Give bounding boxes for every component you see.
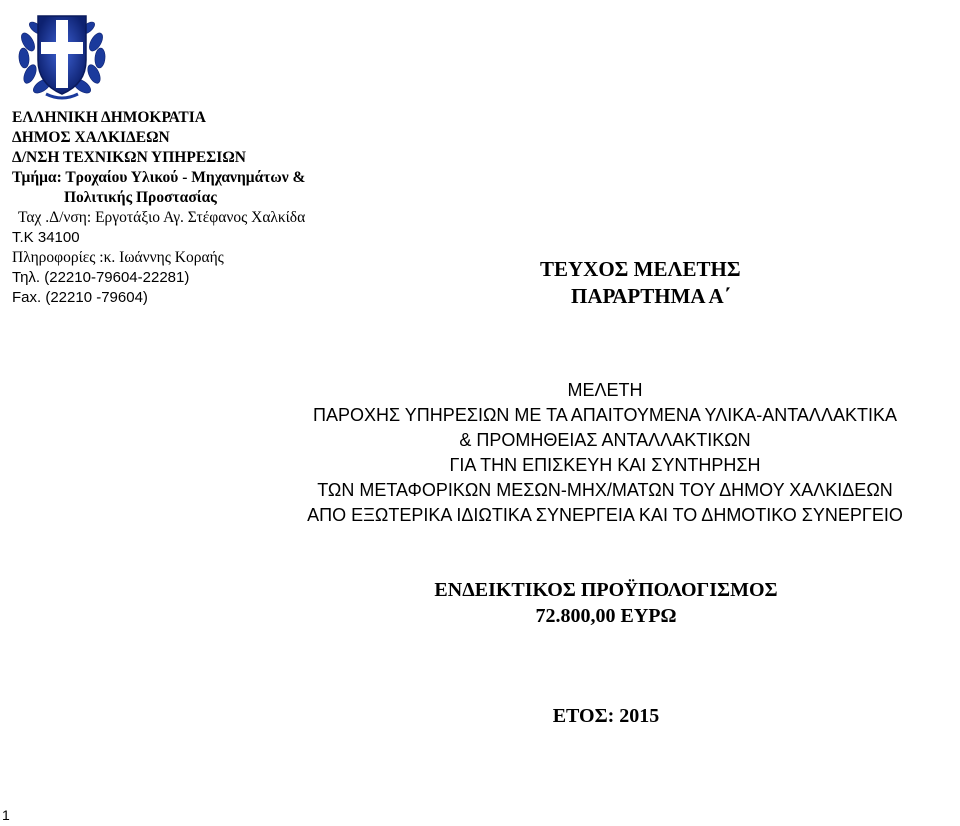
department-name: Τμήμα: Τροχαίου Υλικού - Μηχανημάτων & <box>12 169 306 186</box>
greek-coat-of-arms-icon <box>10 2 114 106</box>
republic-name: ΕΛΛΗΝΙΚΗ ΔΗΜΟΚΡΑΤΙΑ <box>12 109 206 126</box>
document-subtitle: ΠΑΡΑΡΤΗΜΑ Α΄ <box>571 284 731 308</box>
postal-address: Ταχ .Δ/νση: Εργοτάξιο Αγ. Στέφανος Χαλκίδα <box>18 209 306 226</box>
budget-label: ΕΝΔΕΙΚΤΙΚΟΣ ΠΡΟΫΠΟΛΟΓΙΣΜΟΣ <box>434 579 778 601</box>
municipality-name: ΔΗΜΟΣ ΧΑΛΚΙΔΕΩΝ <box>12 129 170 146</box>
budget-amount: 72.800,00 ΕΥΡΩ <box>535 605 677 627</box>
postal-code: Τ.Κ 34100 <box>12 229 80 246</box>
study-line-6: ΑΠΟ ΕΞΩΤΕΡΙΚΑ ΙΔΙΩΤΙΚΑ ΣΥΝΕΡΓΕΙΑ ΚΑΙ ΤΟ ΔΗΜΟΤΙΚΟ ΣΥΝΕΡΓΕΙΟ <box>307 505 903 525</box>
department-name-cont: Πολιτικής Προστασίας <box>64 189 217 206</box>
fax-number: Fax. (22210 -79604) <box>12 289 148 306</box>
document-title: ΤΕΥΧΟΣ ΜΕΛΕΤΗΣ <box>540 257 741 281</box>
study-line-3: & ΠΡΟΜΗΘΕΙΑΣ ΑΝΤΑΛΛΑΚΤΙΚΩΝ <box>459 430 751 450</box>
page-number: 1 <box>2 807 10 823</box>
document-year: ΕΤΟΣ: 2015 <box>552 705 660 727</box>
study-line-2: ΠΑΡΟΧΗΣ ΥΠΗΡΕΣΙΩΝ ΜΕ ΤΑ ΑΠΑΙΤΟΥΜΕΝΑ ΥΛΙΚΑ-ΑΝΤΑΛΛΑΚΤΙΚΑ <box>312 405 897 425</box>
phone-number: Τηλ. (22210-79604-22281) <box>12 269 190 286</box>
contact-person: Πληροφορίες :κ. Ιωάννης Κοραής <box>12 249 224 266</box>
directorate-name: Δ/ΝΣΗ ΤΕΧΝΙΚΩΝ ΥΠΗΡΕΣΙΩΝ <box>12 149 246 166</box>
study-line-5: ΤΩΝ ΜΕΤΑΦΟΡΙΚΩΝ ΜΕΣΩΝ-ΜΗΧ/ΜΑΤΩΝ ΤΟΥ ΔΗΜΟΥ ΧΑΛΚΙΔΕΩΝ <box>317 480 893 500</box>
study-line-1: ΜΕΛΕΤΗ <box>567 380 643 400</box>
study-line-4: ΓΙΑ ΤΗΝ ΕΠΙΣΚΕΥΗ ΚΑΙ ΣΥΝΤΗΡΗΣΗ <box>449 455 761 475</box>
